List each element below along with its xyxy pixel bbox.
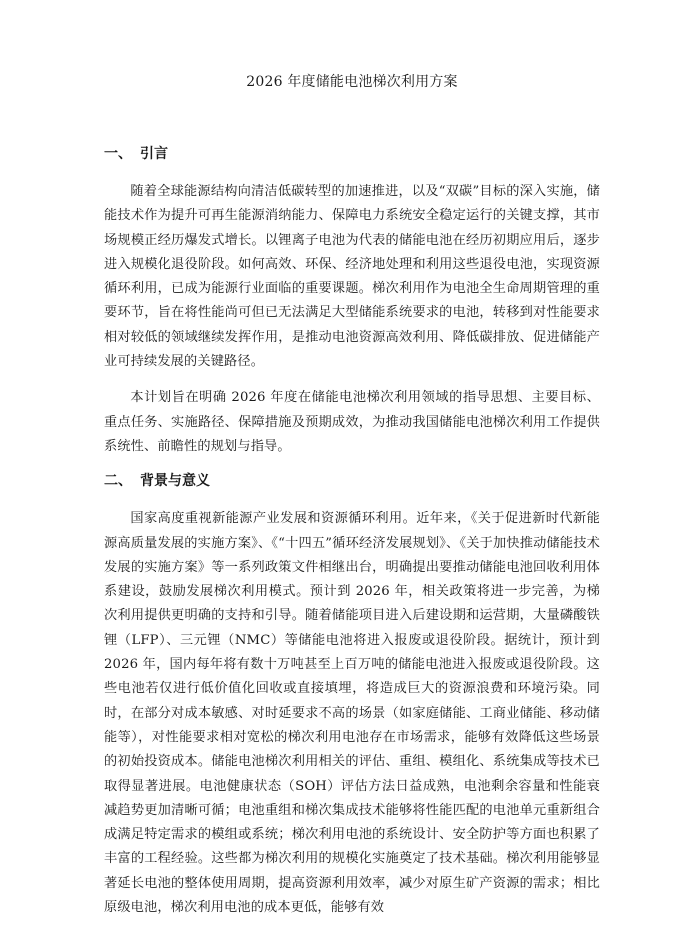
paragraph: 本计划旨在明确 2026 年度在储能电池梯次利用领域的指导思想、主要目标、重点任务、实施路径、保障措施及预期成效，为推动我国储能电池梯次利用工作提供系统性、前瞻性的规划与指导。 xyxy=(104,390,600,454)
document-page xyxy=(104,72,600,932)
section-heading xyxy=(104,471,600,491)
section-introduction xyxy=(104,144,600,459)
section-number: 二、 xyxy=(104,473,132,490)
section-title: 引言 xyxy=(140,146,168,162)
document-title: 2026 年度储能电池梯次利用方案 xyxy=(246,74,458,90)
paragraph: 随着全球能源结构向清洁低碳转型的加速推进，以及“双碳”目标的深入实施，储能技术作为提升可再生能源消纳能力、保障电力系统安全稳定运行的关键支撑，其市场规模正经历爆发式增长。以锂离子电池为代表的储能电池在经历初期应用后，逐步进入规模化退役阶段。如何高效、环保、经济地处理和利用这些退役电池，实现资源循环利用，已成为能源行业面临的重要课题。梯次利用作为电池全生命周期管理的重要环节，旨在将性能尚可但已无法满足大型储能系统要求的电池，转移到对性能要求相对较低的领域继续发挥作用，是推动电池资源高效利用、降低碳排放、促进储能产业可持续发展的关键路径。 xyxy=(104,184,600,370)
section-heading xyxy=(104,144,600,164)
section-number: 一、 xyxy=(104,146,132,162)
paragraph: 国家高度重视新能源产业发展和资源循环利用。近年来，《关于促进新时代新能源高质量发展的实施方案》、《“十四五”循环经济发展规划》、《关于加快推动储能技术发展的实施方案》等一系列政策文件相继出台，明确提出要推动储能电池回收利用体系建设，鼓励发展梯次利用模式。预计到 2026 年，相关政策将进一步完善，为梯次利用提供更明确的支持和引导。随着储能项目进入后建设期和运营期，大量磷酸铁锂（LFP）、三元锂（NMC）等储能电池将进入报废或退役阶段。据统计，预计到 2026 年，国内每年将有数十万吨甚至上百万吨的储能电池进入报废或退役阶段。这些电池若仅进行低价值化回收或直接填埋，将造成巨大的资源浪费和环境污染。同时，在部分对成本敏感、对时延要求不高的场景（如家庭储能、工商业储能、移动储能等），对性能要求相对宽松的梯次利用电池存在市场需求，能够有效降低这些场景的初始投资成本。储能电池梯次利用相关的评估、重组、模组化、系统集成等技术已取得显著进展。电池健康状态（SOH）评估方法日益成熟，电池剩余容量和性能衰减趋势更加清晰可循；电池重组和梯次集成技术能够将性能匹配的电池单元重新组合成满足特定需求的模组或系统；梯次利用电池的系统设计、安全防护等方面也积累了丰富的工程经验。这些都为梯次利用的规模化实施奠定了技术基础。梯次利用能够显著延长电池的整体使用周期，提高资源利用效率，减少对原生矿产资源的需求；相比原级电池，梯次利用电池的成本更低，能够有效 xyxy=(104,511,600,916)
section-background xyxy=(104,471,600,920)
section-title: 背景与意义 xyxy=(140,473,210,490)
